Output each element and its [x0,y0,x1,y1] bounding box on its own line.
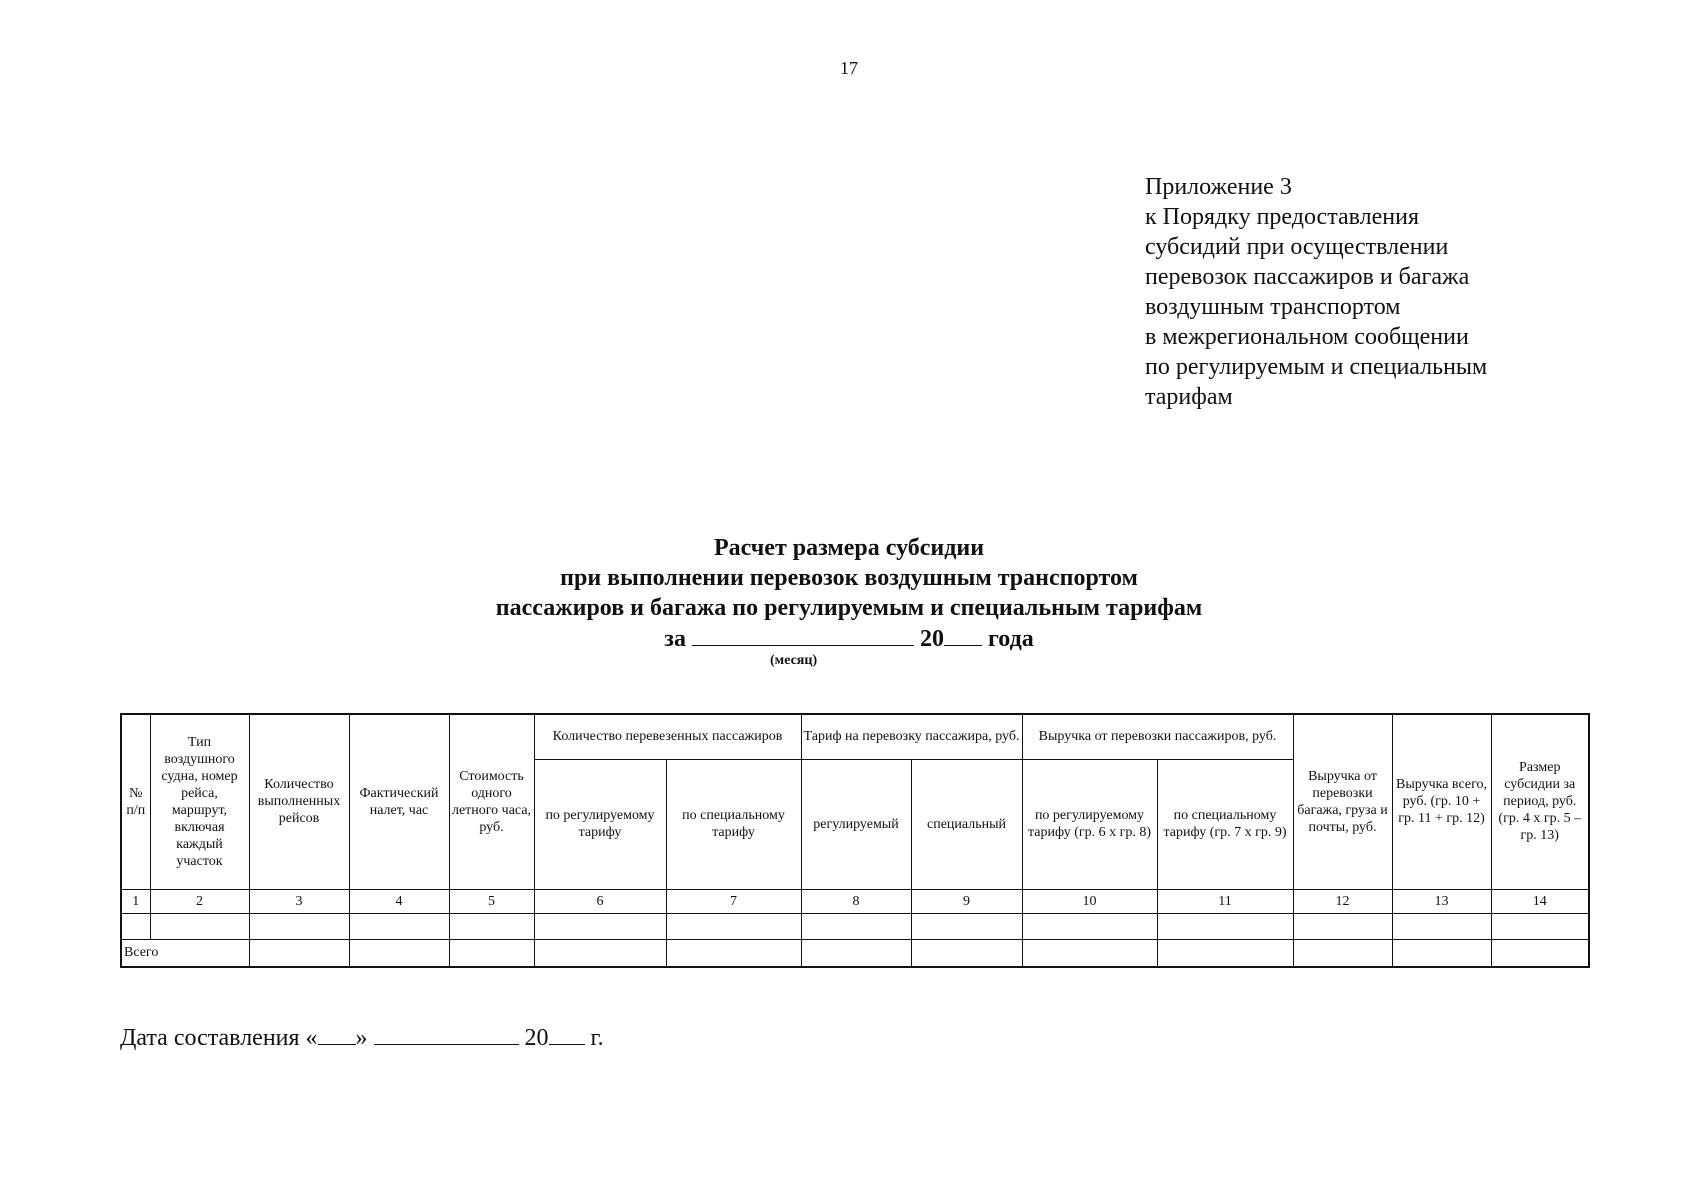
month-blank[interactable] [692,623,914,646]
month-blank[interactable] [374,1022,519,1045]
title-line-3: пассажиров и багажа по регулируемым и специальным тарифам [495,595,1203,621]
empty-cell[interactable] [801,913,911,939]
header-tariff-special: специальный [911,759,1022,889]
column-number: 9 [911,889,1022,913]
period-za: за [664,626,686,652]
column-number: 3 [249,889,349,913]
month-caption: (месяц) [770,653,818,668]
page-number: 17 [840,58,858,78]
header-tariff-regulated: регулируемый [801,759,911,889]
appendix-line: тарифам [1145,384,1233,410]
header-baggage-revenue: Выручка от перевозки багажа, груза и почты, руб. [1293,714,1392,889]
period-year-prefix: 20 [919,626,944,652]
empty-cell[interactable] [349,939,449,967]
header-passengers-special: по специальному тарифу [666,759,801,889]
empty-cell[interactable] [1392,939,1491,967]
column-number: 10 [1022,889,1157,913]
year-blank[interactable] [944,623,982,646]
appendix-line: перевозок пассажиров и багажа [1145,264,1470,290]
column-number: 8 [801,889,911,913]
header-flights-count: Количество выполненных рейсов [249,714,349,889]
appendix-line: воздушным транспортом [1145,294,1401,320]
empty-cell[interactable] [1491,913,1589,939]
table-row [121,913,1589,939]
header-passengers-regulated: по регулируемому тарифу [534,759,666,889]
empty-cell[interactable] [249,913,349,939]
appendix-line: в межрегиональном сообщении [1145,324,1469,350]
header-revenue-special: по специальному тарифу (гр. 7 х гр. 9) [1157,759,1293,889]
subsidy-calculation-table [120,713,1590,968]
empty-cell[interactable] [1491,939,1589,967]
appendix-reference [1145,172,1575,412]
empty-cell[interactable] [449,939,534,967]
title-line-1: Расчет размера субсидии [713,535,985,561]
empty-cell[interactable] [249,939,349,967]
column-number: 12 [1293,889,1392,913]
year-blank[interactable] [549,1022,585,1045]
empty-cell[interactable] [911,913,1022,939]
day-blank[interactable] [318,1022,356,1045]
total-row [121,939,1589,967]
header-flight-hours: Фактический налет, час [349,714,449,889]
empty-cell[interactable] [1022,913,1157,939]
column-number: 5 [449,889,534,913]
empty-cell[interactable] [1157,913,1293,939]
header-subsidy-amount: Размер субсидии за период, руб. (гр. 4 х гр. 5 – гр. 13) [1491,714,1589,889]
empty-cell[interactable] [1157,939,1293,967]
header-group-tariff: Тариф на перевозку пассажира, руб. [801,714,1022,759]
column-number: 6 [534,889,666,913]
empty-cell[interactable] [150,913,249,939]
empty-cell[interactable] [349,913,449,939]
header-group-revenue: Выручка от перевозки пассажиров, руб. [1022,714,1293,759]
header-total-revenue: Выручка всего, руб. (гр. 10 + гр. 11 + гр. 12) [1392,714,1491,889]
header-group-passengers: Количество перевезенных пассажиров [534,714,801,759]
date-label: Дата составления « [120,1025,318,1051]
appendix-line: к Порядку предоставления [1145,204,1420,230]
document-title [0,533,1698,654]
column-number: 7 [666,889,801,913]
header-hour-cost: Стоимость одного летного часа, руб. [449,714,534,889]
header-aircraft-route: Тип воздушного судна, номер рейса, маршрут, включая каждый участок [150,714,249,889]
appendix-line: Приложение 3 [1145,174,1292,200]
header-revenue-regulated: по регулируемому тарифу (гр. 6 х гр. 8) [1022,759,1157,889]
appendix-line: субсидий при осуществлении [1145,234,1449,260]
column-number-row [121,889,1589,913]
empty-cell[interactable] [1022,939,1157,967]
empty-cell[interactable] [666,913,801,939]
header-number: № п/п [121,714,150,889]
column-number: 14 [1491,889,1589,913]
empty-cell[interactable] [449,913,534,939]
title-line-2: при выполнении перевозок воздушным транспортом [560,565,1138,591]
empty-cell[interactable] [534,913,666,939]
empty-cell[interactable] [666,939,801,967]
appendix-line: по регулируемым и специальным [1145,354,1488,380]
empty-cell[interactable] [1293,939,1392,967]
date-year-suffix: г. [590,1025,604,1051]
date-year-prefix: 20 [524,1025,549,1051]
period-year-suffix: года [987,626,1034,652]
empty-cell[interactable] [1392,913,1491,939]
empty-cell[interactable] [801,939,911,967]
empty-cell[interactable] [121,913,150,939]
column-number: 4 [349,889,449,913]
column-number: 11 [1157,889,1293,913]
column-number: 2 [150,889,249,913]
date-close-quote: » [355,1025,368,1051]
empty-cell[interactable] [911,939,1022,967]
column-number: 1 [121,889,150,913]
column-number: 13 [1392,889,1491,913]
empty-cell[interactable] [534,939,666,967]
title-period-line [0,623,1698,654]
empty-cell[interactable] [1293,913,1392,939]
total-label: Всего [121,939,249,967]
date-compiled-line [120,1022,604,1052]
